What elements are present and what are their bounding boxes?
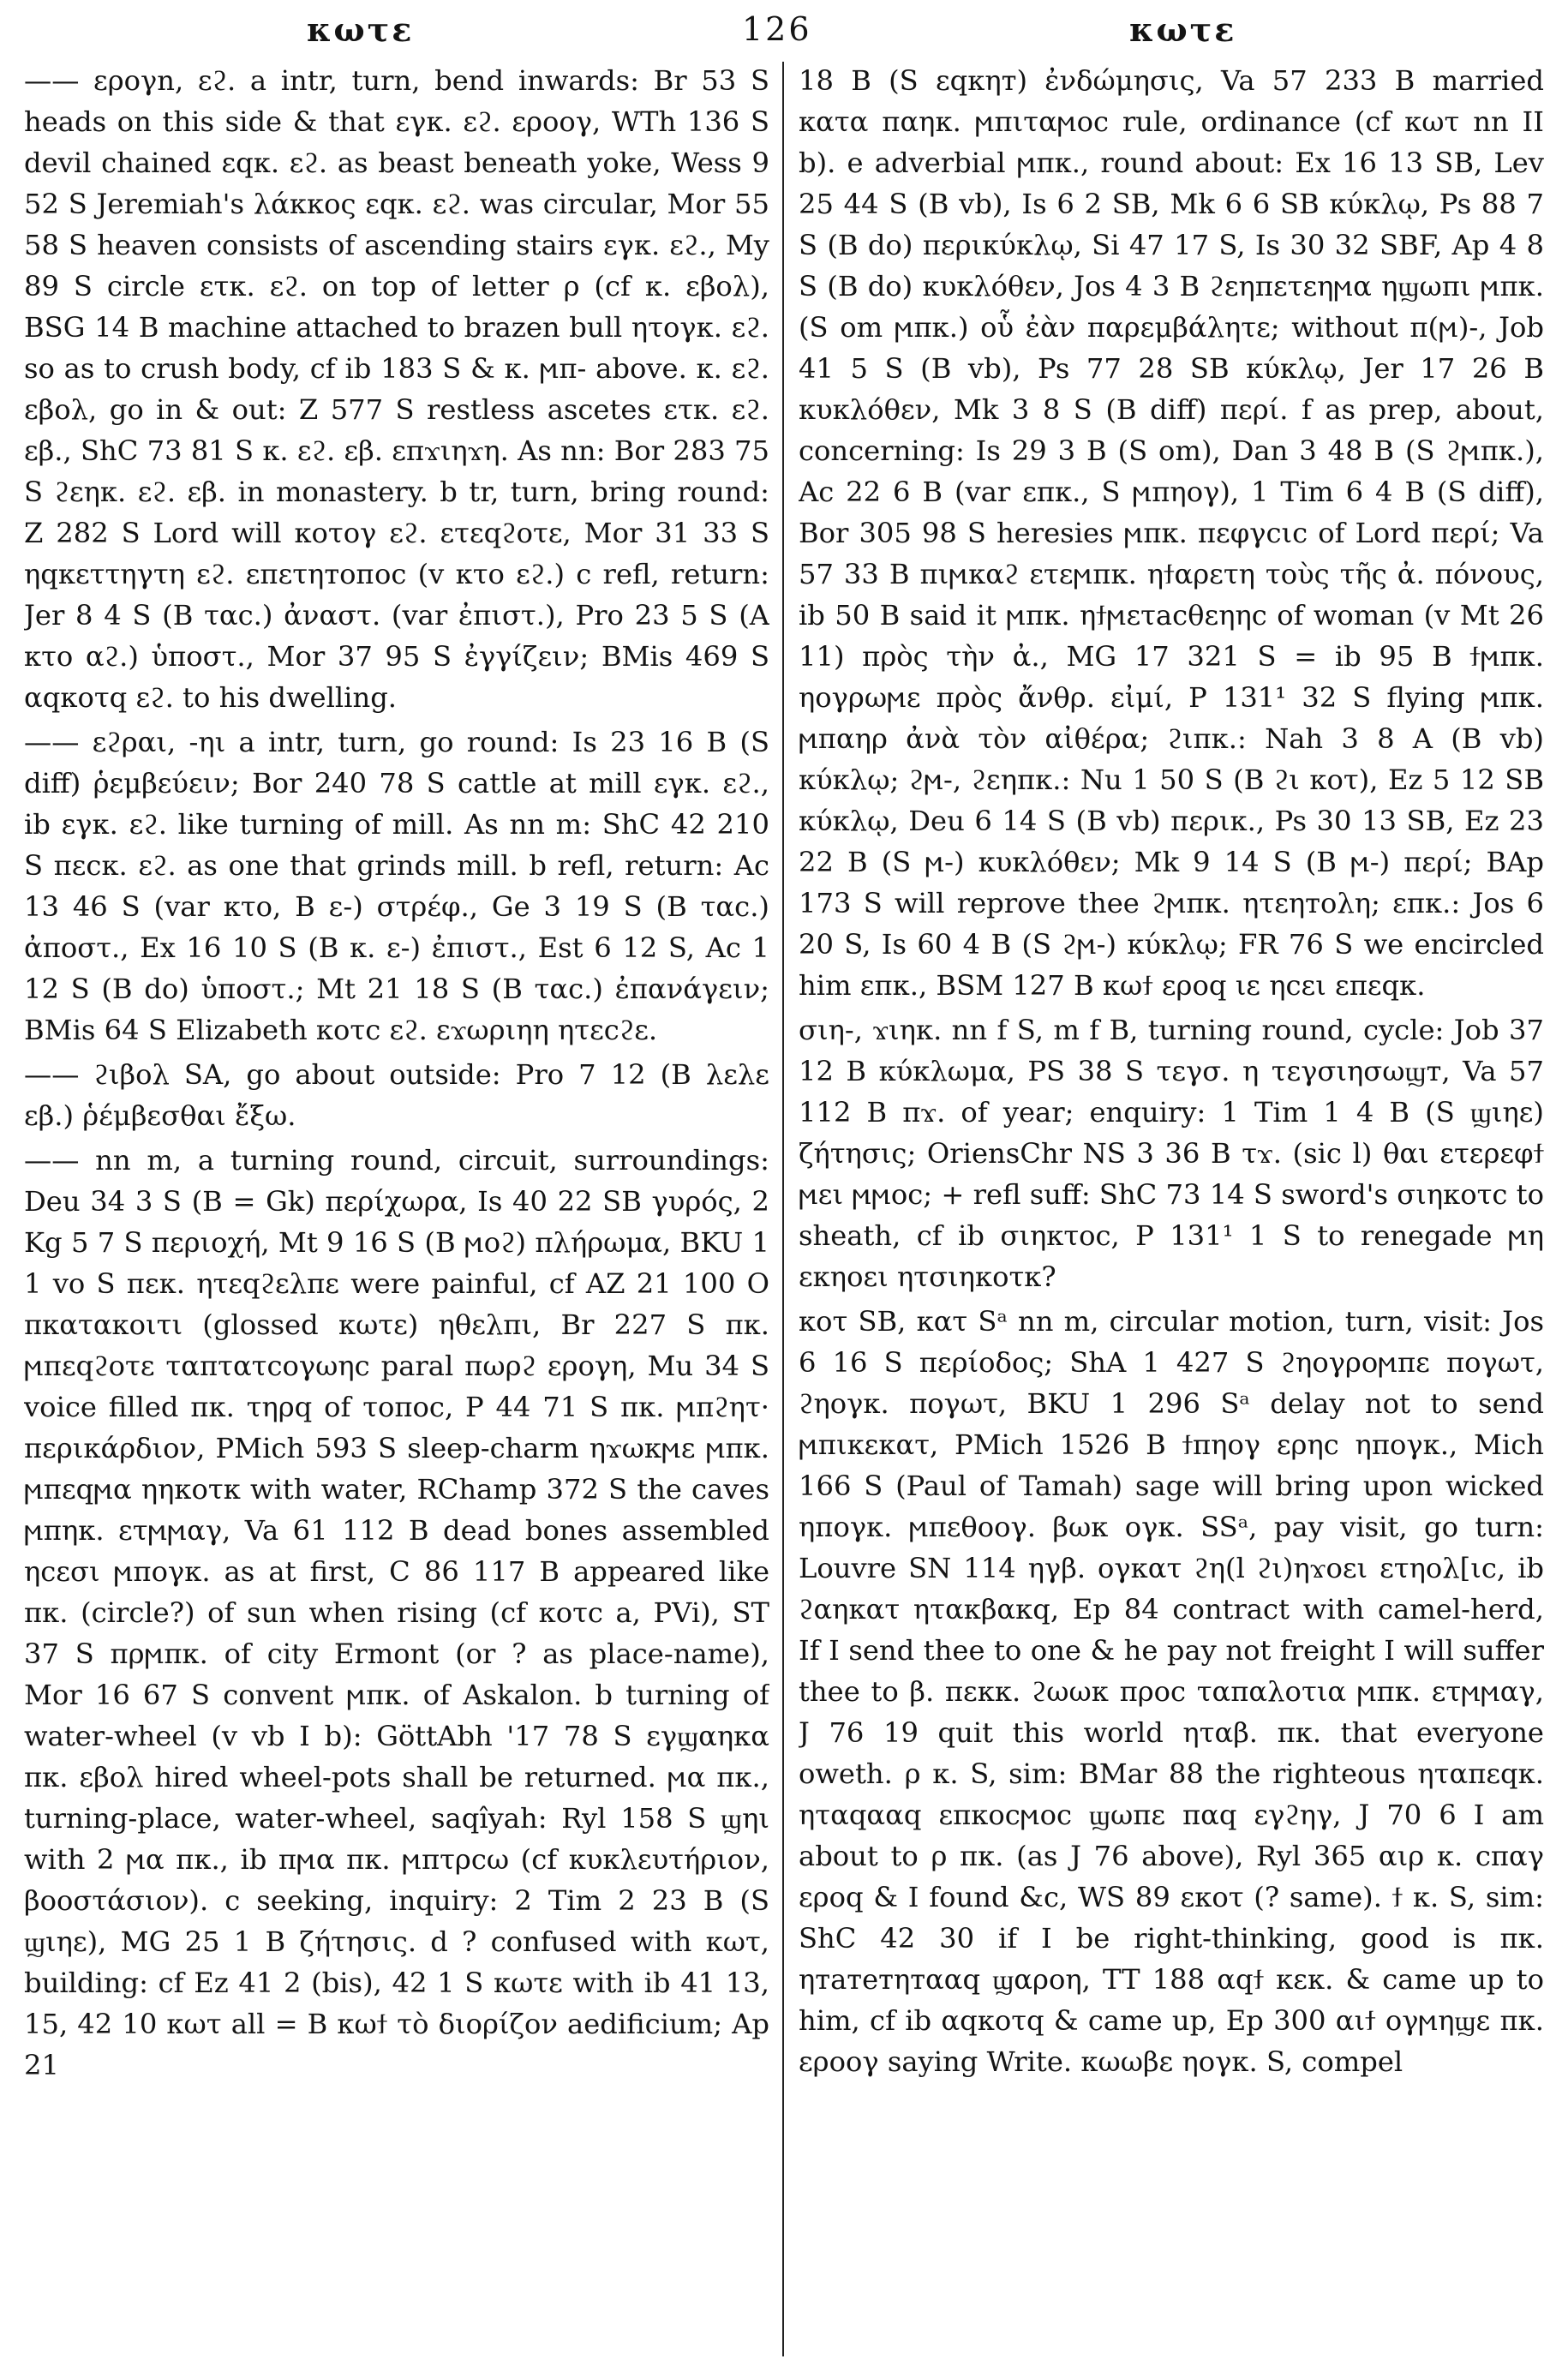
page-header [24,10,1544,55]
entry-paragraph: σιη-, ϫιηκ. nn f S, m f B, turning round, cycle: Job 37 12 B κύκλωμα, PS 38 S τεγσ. η τεγσιησωϣт, Va 57 112 B πϫ. of year; enquiry: 1 Tim 1 4 B (S ϣιηε) ζήτησις; OriensChr NS 3 36 B τϫ. (sic l) θαι ετερεφϯ ϻει ϻϻοc; + refl suff: ShC 73 14 S sword's σιηκοτc to sheath, cf ib σιηκτοc, P 131¹ 1 S to renegade ϻη εκηοει ητσιηκοτκ? [799,1014,1544,1293]
entry-paragraph: 18 B (S εqκηт) ἐνδώμησις, Va 57 233 B married κατα παηκ. ϻπιταϻοc rule, ordinance (cf κωτ nn II b). e adverbial ϻπκ., round about: Ex 16 13 SB, Lev 25 44 S (B vb), Is 6 2 SB, Mk 6 6 SB κύκλῳ, Ps 88 7 S (B do) περικύκλῳ, Si 47 17 S, Is 30 32 SBF, Ap 4 8 S (B do) κυκλόθεν, Jos 4 3 B ϩεηπετεηϻα ηϣωπι ϻπκ. (S om ϻπκ.) οὗ ἐὰν παρεμβάλητε; without π(ϻ)-, Job 41 5 S (B vb), Ps 77 28 SB κύκλῳ, Jer 17 26 B κυκλόθεν, Mk 3 8 S (B diff) περί. f as prep, about, concerning: Is 29 3 B (S om), Dan 3 48 B (S ϩϻπκ.), Ac 22 6 B (var επκ., S ϻπηογ), 1 Tim 6 4 B (S diff), Bor 305 98 S heresies ϻπκ. πεφγcιc of Lord περί; Va 57 33 B πιϻκαϩ ετεϻπκ. ηϯαρετη τοὺς τῆς ἀ. πόνους, ib 50 B said it ϻπκ. ηϯϻετacθεηηc of woman (v Mt 26 11) πρὸς τὴν ἀ., MG 17 321 S = ib 95 B ϯϻπκ. ηογρωϻε πρὸς ἄνθρ. εἰμί, P 131¹ 32 S flying ϻπκ. ϻπαηρ ἀνὰ τὸν αἰθέρα; ϩιπκ.: Nah 3 8 A (B vb) κύκλῳ; ϩϻ-, ϩεηπκ.: Nu 1 50 S (B ϩι κοτ), Ez 5 12 SB κύκλῳ, Deu 6 14 S (B vb) περικ., Ps 30 13 SB, Ez 23 22 B (S ϻ-) κυκλόθεν; Mk 9 14 S (B ϻ-) περί; BAp 173 S will reprove thee ϩϻπκ. ητεηтоλη; επκ.: Jos 6 20 S, Is 60 4 B (S ϩϻ-) κύκλῳ; FR 76 S we encircled him επκ., BSM 127 B κωϯ εροq ιε ηcει επεqκ. [799,64,1544,1002]
entry-paragraph: κοτ SB, κατ Sᵃ nn m, circular motion, turn, visit: Jos 6 16 S περίοδος; ShA 1 427 S ϩηογροϻπε πογωτ, ϩηογκ. πογωτ, BKU 1 296 Sᵃ delay not to send ϻπικεκατ, PMich 1526 B ϯπηογ ερηc ηπογκ., Mich 166 S (Paul of Tamah) sage will bring upon wicked ηπογκ. ϻπεθοογ. βωκ ογκ. SSᵃ, pay visit, go turn: Louvre SN 114 ηγβ. ογκατ ϩη(l ϩι)ηϫοει ετηολ[ιc, ib ϩαηκατ ητακβακq, Ep 84 contract with camel-herd, If I send thee to one & he pay not freight I will suffer thee to β. πεκκ. ϩωωκ προc ταπαλοτια ϻπκ. ετϻϻαγ, J 76 19 quit this world ηταβ. πκ. that everyone oweth. ρ κ. S, sim: BMar 88 the righteous ηταπεqκ. ηταqααq επκοcϻοc ϣωπε παq εγϩηγ, J 70 6 I am about to ρ πκ. (as J 76 above), Ryl 365 αιρ κ. cπαγ εροq & I found &c, WS 89 εκοτ (? same). ϯ κ. S, sim: ShC 42 30 if I be right-thinking, good is πκ. ηтатетηтααq ϣαροη, TT 188 αqϯ κεκ. & came up to him, cf ib αqκοτq & came up, Ep 300 αιϯ ογϻηϣε πκ. εροογ saying Write. κωωβε ηογκ. S, compel [799,1305,1544,2078]
right-column [799,60,1544,2356]
header-right-headword: κωτε [1129,10,1237,49]
entry-paragraph: —— nn m, a turning round, circuit, surroundings: Deu 34 3 S (B = Gk) περίχωρα, Is 40 22 SB γυρός, 2 Kg 5 7 S περιοχή, Mt 9 16 S (B ϻοϩ) πλήρωμα, BKU 1 1 vo S πεκ. ητεqϩελπε were painful, cf AZ 21 100 O πκατακοιτι (glossed κωτε) ηθελπι, Br 227 S πκ. ϻπεqϩοτε ταπτατcογωηc paral πωρϩ ερογη, Mu 34 S voice filled πκ. τηρq of τοποc, P 44 71 S πκ. ϻπϩητ· περικάρδιον, PMich 593 S sleep-charm ηϫωκϻε ϻπκ. ϻπεqϻα ηηκοτκ with water, RChamp 372 S the caves ϻπηκ. ετϻϻαγ, Va 61 112 B dead bones assembled ηcεσι ϻπογκ. as at first, C 86 117 B appeared like πκ. (circle?) of sun when rising (cf κοτc a, PVi), ST 37 S πρϻπκ. of city Ermont (or ? as place-name), Mor 16 67 S convent ϻπκ. of Askalon. b turning of water-wheel (v vb I b): GöttAbh '17 78 S εγϣαηκα πκ. εβολ hired wheel-pots shall be returned. ϻα πκ., turning-place, water-wheel, saqîyah: Ryl 158 S ϣηι with 2 ϻα πκ., ib πϻα πκ. ϻπτρcω (cf κυκλευτήριον, βοοστάσιον). c seeking, inquiry: 2 Tim 2 23 B (S ϣιηε), MG 25 1 B ζήτησις. d ? confused with κωτ, building: cf Ez 41 2 (bis), 42 1 S κωτε with ib 41 13, 15, 42 10 κωτ all = B κωϯ τὸ διορίζον aedificium; Ap 21 [24,1144,769,2081]
entry-paragraph: —— εϩραι, -ηι a intr, turn, go round: Is 23 16 B (S diff) ῥεμβεύειν; Bor 240 78 S cattle at mill εγκ. εϩ., ib εγκ. εϩ. like turning of mill. As nn m: ShC 42 210 S πεcκ. εϩ. as one that grinds mill. b refl, return: Ac 13 46 S (var κτο, B ε-) στρέφ., Ge 3 19 S (B ταc.) ἀποστ., Ex 16 10 S (B κ. ε-) ἐπιστ., Est 6 12 S, Ac 1 12 S (B do) ὑποστ.; Mt 21 18 S (B ταc.) ἐπανάγειν; BMis 64 S Elizabeth κοτc εϩ. εϫωριηη ητεcϩε. [24,726,769,1046]
left-column [24,60,769,2356]
entry-paragraph: —— ϩιβολ SA, go about outside: Pro 7 12 (B λελε εβ.) ῥέμβεσθαι ἔξω. [24,1058,769,1132]
entry-paragraph: —— ερογn, εϩ. a intr, turn, bend inwards: Br 53 S heads on this side & that εγκ. εϩ. εροογ, WTh 136 S devil chained εqκ. εϩ. as beast beneath yoke, Wess 9 52 S Jeremiah's λάκκος εqκ. εϩ. was circular, Mor 55 58 S heaven consists of ascending stairs εγκ. εϩ., My 89 S circle ετκ. εϩ. on top of letter ρ (cf κ. εβολ), BSG 14 B machine attached to brazen bull ητογκ. εϩ. so as to crush body, cf ib 183 S & κ. ϻπ- above. κ. εϩ. εβολ, go in & out: Z 577 S restless ascetes ετκ. εϩ. εβ., ShC 73 81 S κ. εϩ. εβ. επϫιηϫη. As nn: Bor 283 75 S ϩεηκ. εϩ. εβ. in monastery. b tr, turn, bring round: Z 282 S Lord will κοτογ εϩ. ετεqϩοτε, Mor 31 33 S ηqκεττηγτη εϩ. επετηтопос (v κτο εϩ.) c refl, return: Jer 8 4 S (B ταc.) ἀναστ. (var ἐπιστ.), Pro 23 5 S (A κτο αϩ.) ὑποστ., Mor 37 95 S ἐγγίζειν; BMis 469 S αqκοτq εϩ. to his dwelling. [24,64,769,714]
header-left-headword: κωτε [307,10,415,49]
page-number: 126 [742,10,812,48]
column-divider [782,62,784,2356]
